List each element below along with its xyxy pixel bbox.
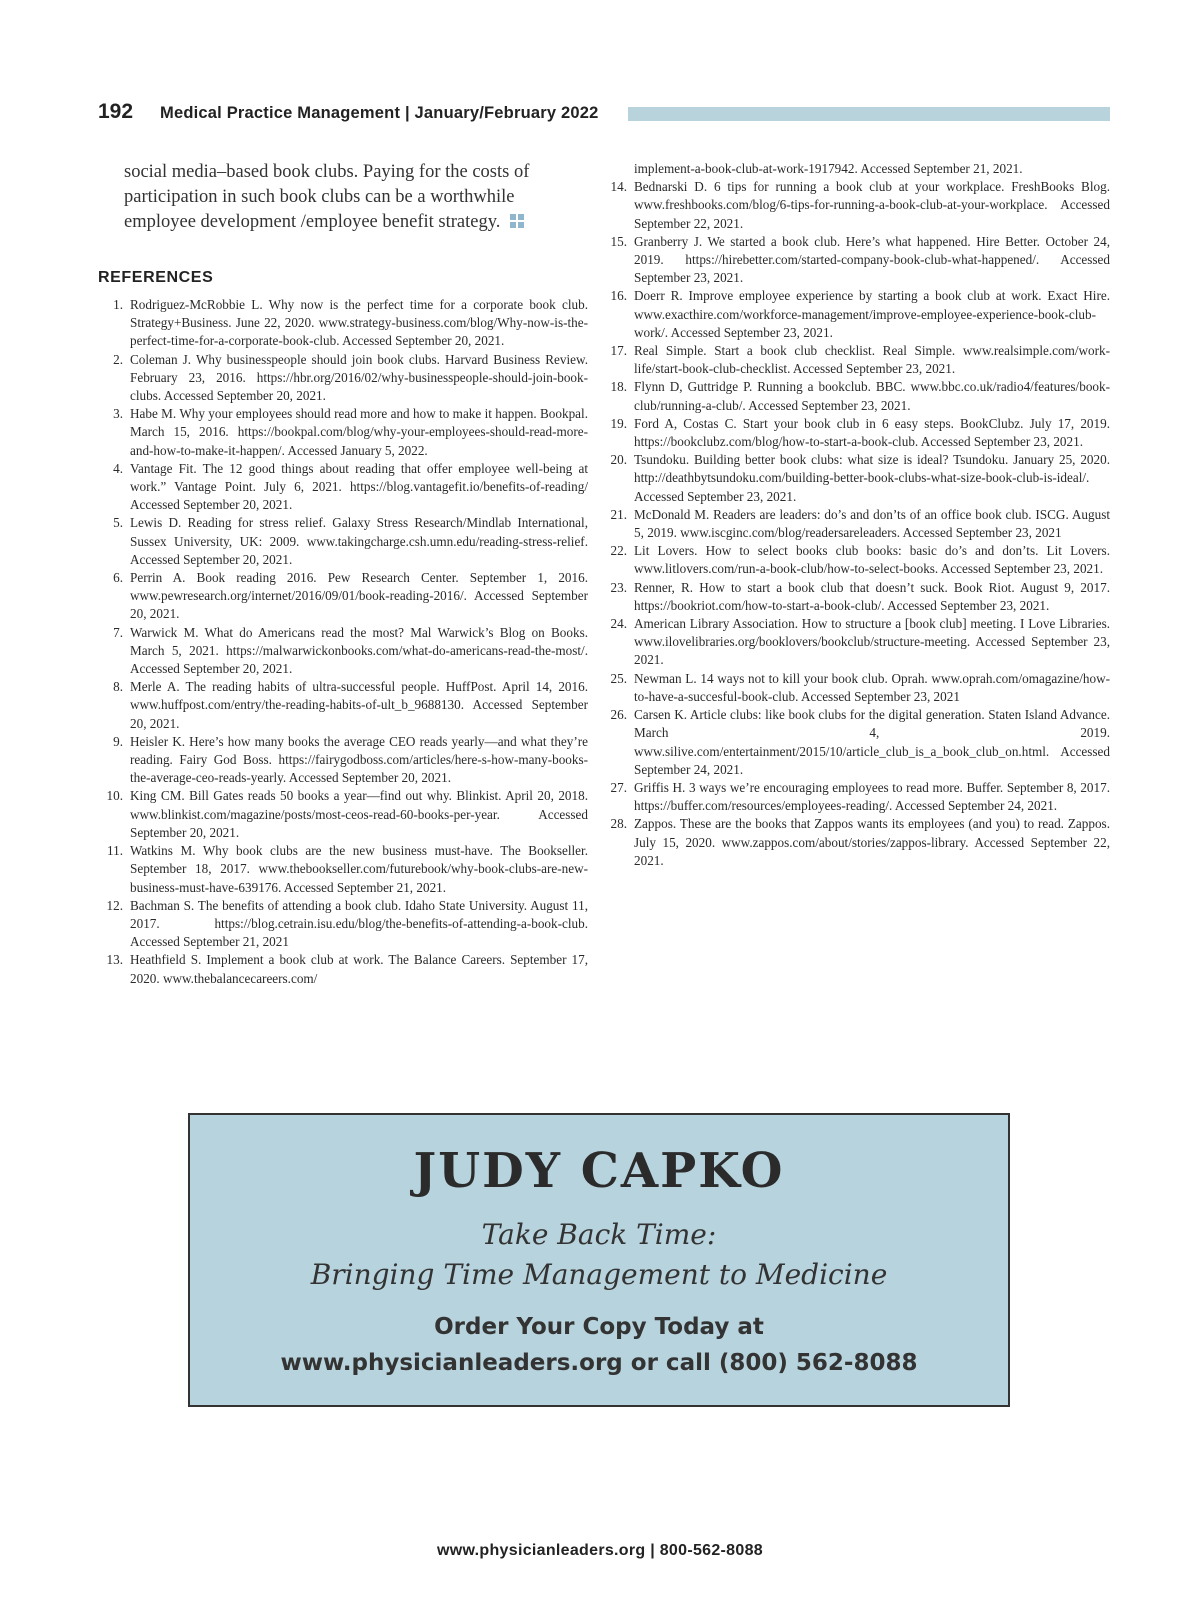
reference-text: Newman L. 14 ways not to kill your book club. Oprah. www.oprah.com/omagazine/how-to-have-a-succesful-book-club. Accessed September 23, 2021 — [634, 670, 1110, 704]
reference-text: McDonald M. Readers are leaders: do’s and don’ts of an office book club. ISCG. August 5, 2019. www.iscginc.com/blog/readersareleaders. Accessed September 23, 2021 — [634, 506, 1110, 541]
reference-item — [602, 670, 1110, 706]
page-number: 192 — [98, 100, 134, 123]
references-heading: REFERENCES — [98, 269, 214, 286]
reference-number: 5. — [113, 515, 123, 531]
reference-text: Ford A, Costas C. Start your book club in 6 easy steps. BookClubz. July 17, 2019. https://bookclubz.com/blog/how-to-start-a-book-club. Accessed September 23, 2021. — [634, 415, 1110, 450]
reference-item — [602, 579, 1110, 615]
reference-text: Zappos. These are the books that Zappos wants its employees (and you) to read. Zappos. July 15, 2020. www.zappos.com/about/stories/zappos-library. Accessed September 22, 2021. — [634, 816, 1110, 868]
reference-item — [98, 678, 588, 733]
reference-item — [98, 351, 588, 406]
ad-book-title: Take Back Time: — [481, 1218, 717, 1251]
reference-number: 14. — [610, 179, 627, 195]
reference-text: Carsen K. Article clubs: like book clubs for the digital generation. Staten Island Advance. March 4, 2019. www.silive.com/entertainment/2015/10/article_club_is_a_book_club_on.html. Accessed September 24, 2021. — [634, 707, 1110, 777]
reference-item — [98, 514, 588, 569]
reference-item — [602, 287, 1110, 342]
reference-item — [98, 842, 588, 897]
reference-number: 23. — [610, 579, 627, 595]
reference-item — [602, 615, 1110, 670]
reference-number: 8. — [113, 679, 123, 695]
reference-text: Griffis H. 3 ways we’re encouraging employees to read more. Buffer. September 8, 2017. https://buffer.com/resources/employees-reading/. Accessed September 24, 2021. — [634, 779, 1110, 814]
reference-text: Lewis D. Reading for stress relief. Galaxy Stress Research/Mindlab International, Sussex University, UK: 2009. www.takingcharge.csh.umn.edu/reading-stress-relief. Accessed September 20, 2021. — [130, 515, 588, 567]
reference-item — [602, 542, 1110, 578]
reference-number: 11. — [107, 843, 123, 859]
reference-number: 12. — [106, 897, 123, 913]
ad-contact-info: www.physicianleaders.org or call (800) 562-8088 — [280, 1350, 918, 1376]
reference-number: 21. — [610, 506, 627, 522]
reference-number: 27. — [610, 779, 627, 795]
reference-text: Habe M. Why your employees should read more and how to make it happen. Bookpal. March 15, 2016. https://bookpal.com/blog/why-your-employees-should-read-more-and-how-to-make-it-happen/. Accessed January 5, 2022. — [130, 406, 588, 458]
reference-text: Lit Lovers. How to select books club books: basic do’s and don’ts. Lit Lovers. www.litlovers.com/run-a-book-club/how-to-select-books. Accessed September 23, 2021. — [634, 543, 1110, 577]
reference-number: 19. — [610, 415, 627, 431]
reference-text: Granberry J. We started a book club. Here’s what happened. Hire Better. October 24, 2019. https://hirebetter.com/started-company-book-club-what-happened/. Accessed September 23, 2021. — [634, 233, 1110, 286]
reference-item — [98, 951, 588, 987]
reference-number: 9. — [113, 733, 123, 749]
reference-text: Watkins M. Why book clubs are the new business must-have. The Bookseller. September 18, 2017. www.thebookseller.com/futurebook/why-book-clubs-are-new-business-must-have-639176. Accessed September 21, 2021. — [130, 843, 588, 895]
reference-item — [602, 415, 1110, 451]
reference-item — [602, 233, 1110, 288]
reference-text: Real Simple. Start a book club checklist. Real Simple. www.realsimple.com/work-life/start-book-club-checklist. Accessed September 23, 2021. — [634, 343, 1110, 377]
reference-number: 4. — [113, 460, 123, 476]
reference-item — [98, 460, 588, 515]
ad-call-to-action: Order Your Copy Today at — [434, 1314, 764, 1340]
reference-number: 6. — [113, 570, 123, 586]
ad-author-name: JUDY CAPKO — [413, 1143, 785, 1199]
reference-text: Bachman S. The benefits of attending a book club. Idaho State University. August 11, 2017. https://blog.cetrain.isu.edu/blog/the-benefits-of-attending-a-book-club. Accessed September 21, 2021 — [130, 897, 588, 950]
reference-number: 16. — [610, 288, 627, 304]
reference-text: Heisler K. Here’s how many books the average CEO reads yearly—and what they’re reading. Fairy God Boss. https://fairygodboss.com/articles/here-s-how-many-books-the-average-ceo-reads-yearly. Accessed September 20, 2021. — [130, 733, 588, 786]
reference-text: Renner, R. How to start a book club that doesn’t suck. Book Riot. August 9, 2017. https://bookriot.com/how-to-start-a-book-club/. Accessed September 23, 2021. — [634, 579, 1110, 613]
reference-number: 20. — [610, 452, 627, 468]
reference-number: 2. — [113, 351, 123, 367]
end-of-article-icon — [510, 214, 524, 228]
reference-text: Coleman J. Why businesspeople should join book clubs. Harvard Business Review. February 23, 2016. https://hbr.org/2016/02/why-businesspeople-should-join-book-clubs. Accessed September 20, 2021. — [130, 351, 588, 404]
intro-paragraph — [124, 160, 589, 235]
reference-number: 15. — [610, 233, 627, 249]
journal-title: Medical Practice Management | January/February 2022 — [160, 104, 599, 122]
reference-item — [602, 815, 1110, 870]
references-list-left — [98, 296, 588, 988]
reference-text: Heathfield S. Implement a book club at work. The Balance Careers. September 17, 2020. www.thebalancecareers.com/ — [130, 952, 588, 986]
reference-item — [98, 569, 588, 624]
page-header — [98, 100, 1110, 128]
reference-text: Bednarski D. 6 tips for running a book club at your workplace. FreshBooks Blog. www.freshbooks.com/blog/6-tips-for-running-a-book-club-at-your-workplace. Accessed September 22, 2021. — [634, 179, 1110, 231]
reference-item — [98, 405, 588, 460]
reference-number: 18. — [610, 379, 627, 395]
reference-text: Perrin A. Book reading 2016. Pew Research Center. September 1, 2016. www.pewresearch.org/internet/2016/09/01/book-reading-2016/. Accessed September 20, 2021. — [130, 570, 588, 622]
reference-item — [98, 897, 588, 952]
reference-text: Tsundoku. Building better book clubs: what size is ideal? Tsundoku. January 25, 2020. http://deathbytsundoku.com/building-better-book-clubs-what-size-book-club-is-ideal/. Accessed September 23, 2021. — [634, 452, 1110, 504]
reference-number: 13. — [106, 952, 123, 968]
reference-item — [602, 451, 1110, 506]
reference-item — [98, 624, 588, 679]
reference-number: 10. — [106, 788, 123, 804]
ad-book-subtitle: Bringing Time Management to Medicine — [310, 1258, 888, 1291]
reference-item — [602, 342, 1110, 378]
reference-item — [602, 506, 1110, 542]
reference-number: 1. — [113, 297, 123, 312]
reference-text: Warwick M. What do Americans read the most? Mal Warwick’s Blog on Books. March 5, 2021. https://malwarwickonbooks.com/what-do-americans-read-the-most/. Accessed September 20, 2021. — [130, 624, 588, 677]
book-advertisement — [188, 1113, 1010, 1407]
reference-text: Flynn D, Guttridge P. Running a bookclub. BBC. www.bbc.co.uk/radio4/features/book-club/running-a-club/. Accessed September 23, 2021. — [634, 379, 1110, 413]
reference-number: 28. — [610, 816, 627, 832]
page-footer: www.physicianleaders.org | 800-562-8088 — [437, 1542, 763, 1559]
intro-text: social media–based book clubs. Paying for the costs of participation in such book clubs can be a worthwhile employee development /employee benefit strategy. — [124, 162, 530, 232]
reference-text: Vantage Fit. The 12 good things about reading that offer employee well-being at work.” Vantage Point. July 6, 2021. https://blog.vantagefit.io/benefits-of-reading/ Accessed September 20, 2021. — [130, 460, 588, 513]
reference-item — [602, 160, 1110, 178]
reference-text: King CM. Bill Gates reads 50 books a year—find out why. Blinkist. April 20, 2018. www.blinkist.com/magazine/posts/most-ceos-read-60-books-per-year. Accessed September 20, 2021. — [130, 788, 588, 840]
reference-item — [602, 178, 1110, 233]
reference-number: 22. — [610, 543, 627, 559]
reference-text: American Library Association. How to structure a [book club] meeting. I Love Libraries. www.ilovelibraries.org/booklovers/bookclub/structure-meeting. Accessed September 23, 2021. — [634, 616, 1110, 668]
reference-number: 3. — [113, 406, 123, 422]
reference-item — [602, 378, 1110, 414]
reference-number: 25. — [610, 670, 627, 686]
reference-text: implement-a-book-club-at-work-1917942. Accessed September 21, 2021. — [634, 161, 1023, 176]
reference-item — [602, 706, 1110, 779]
reference-item — [98, 733, 588, 788]
reference-number: 26. — [610, 707, 627, 723]
reference-item — [98, 296, 588, 351]
reference-text: Doerr R. Improve employee experience by starting a book club at work. Exact Hire. www.exacthire.com/workforce-management/improve-employee-experience-book-club-work/. Accessed September 23, 2021. — [634, 288, 1110, 340]
reference-number: 7. — [113, 624, 123, 640]
reference-number: 24. — [610, 616, 627, 632]
reference-item — [98, 787, 588, 842]
references-list-right — [602, 160, 1110, 870]
reference-text: Merle A. The reading habits of ultra-successful people. HuffPost. April 14, 2016. www.huffpost.com/entry/the-reading-habits-of-ult_b_9688130. Accessed September 20, 2021. — [130, 679, 588, 731]
reference-item — [602, 779, 1110, 815]
reference-text: Rodriguez-McRobbie L. Why now is the perfect time for a corporate book club. Strategy+Business. June 22, 2020. www.strategy-business.com/blog/Why-now-is-the-perfect-time-for-a-corporate-book-club. Accessed September 20, 2021. — [130, 297, 588, 349]
header-accent-bar — [628, 107, 1110, 121]
reference-number: 17. — [610, 343, 627, 359]
